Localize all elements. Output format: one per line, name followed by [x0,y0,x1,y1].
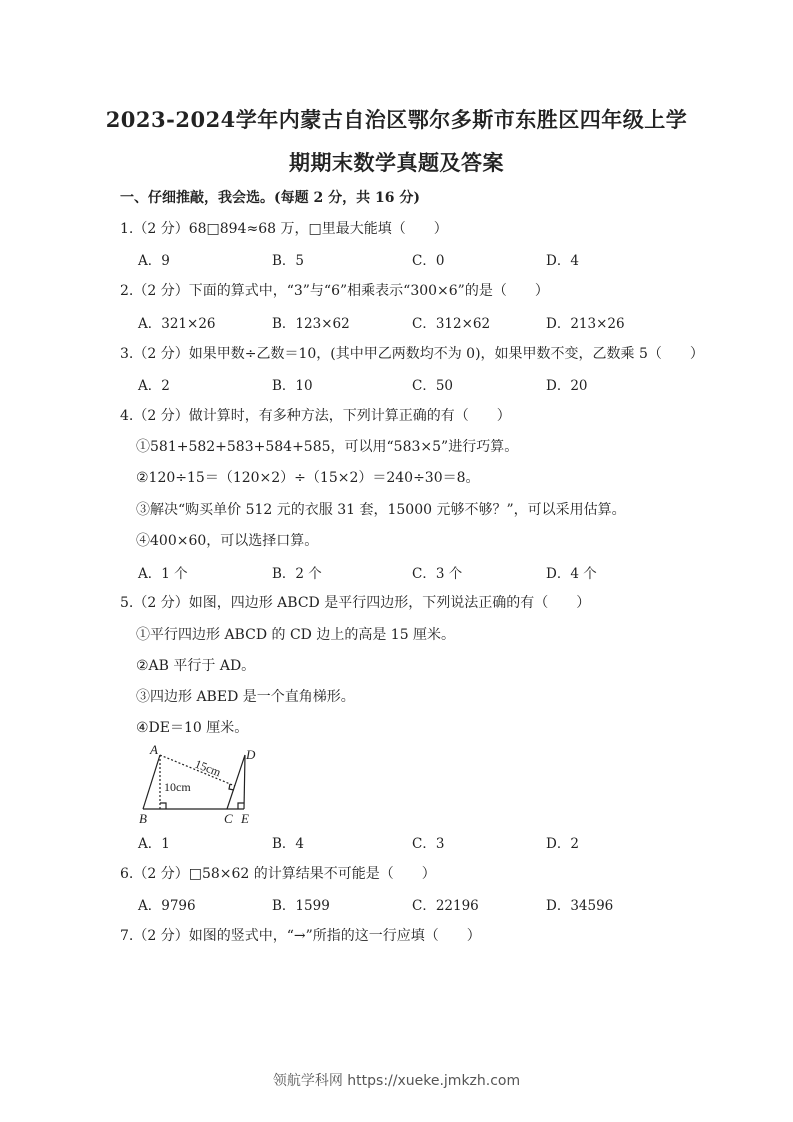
question-6: 6.（2 分）□58×62 的计算结果不可能是（ ） [120,866,436,882]
question-5-item-1: ①平行四边形 ABCD 的 CD 边上的高是 15 厘米。 [136,627,456,643]
title-line-2: 期期末数学真题及答案 [289,150,504,175]
question-4-item-2: ②120÷15＝（120×2）÷（15×2）＝240÷30＝8。 [136,470,480,486]
question-4-item-1: ①581+582+583+584+585，可以用“583×5”进行巧算。 [136,439,519,455]
edge-de [244,755,245,809]
section-heading: 一、仔细推敲，我会选。(每题 2 分，共 16 分) [120,190,420,206]
footer-watermark: 领航学科网 https://xueke.jmkzh.com [272,1073,521,1089]
option-a: A．9796 [138,898,196,914]
question-5-item-4: ④DE＝10 厘米。 [136,720,249,736]
question-4: 4.（2 分）做计算时，有多种方法，下列计算正确的有（ ） [120,408,511,424]
question-1-options [138,249,738,269]
question-4-item-4: ④400×60，可以选择口算。 [136,533,319,549]
option-a: A．2 [138,378,170,394]
option-b: B．123×62 [272,316,350,332]
question-3-options [138,374,738,394]
edge-cd [227,755,245,809]
option-b: B．10 [272,378,313,394]
option-b: B．5 [272,253,305,269]
option-c: C．3 个 [412,566,463,582]
option-a: A．9 [138,253,170,269]
option-d: D．2 [546,836,579,852]
label-a: A [150,742,158,757]
question-5: 5.（2 分）如图，四边形 ABCD 是平行四边形，下列说法正确的有（ ） [120,595,591,611]
question-2-options [138,312,738,332]
option-c: C．0 [412,253,445,269]
question-6-options [138,894,738,914]
question-3: 3.（2 分）如果甲数÷乙数＝10，(其中甲乙两数均不为 0)，如果甲数不变，乙数乘 5（ ） [120,346,704,362]
option-b: B．2 个 [272,566,322,582]
label-b: B [139,811,147,826]
option-b: B．1599 [272,898,330,914]
question-5-options [138,832,738,852]
parallelogram-figure [138,742,268,826]
question-5-item-3: ③四边形 ABED 是一个直角梯形。 [136,689,355,705]
label-c: C [224,811,233,826]
option-c: C．3 [412,836,445,852]
label-15cm: 15cm [192,756,223,780]
option-d: D．4 [546,253,579,269]
option-b: B．4 [272,836,305,852]
option-c: C．50 [412,378,454,394]
edge-ab [143,755,160,809]
question-5-item-2: ②AB 平行于 AD。 [136,658,256,674]
label-10cm: 10cm [164,780,191,794]
option-d: D．34596 [546,898,614,914]
question-4-options [138,562,738,582]
option-d: D．213×26 [546,316,625,332]
title-line-1: 2023-2024学年内蒙古自治区鄂尔多斯市东胜区四年级上学 [105,107,688,132]
right-angle-mark-3 [238,803,244,809]
option-a: A．1 [138,836,170,852]
question-4-item-3: ③解决“购买单价 512 元的衣服 31 套，15000 元够不够？”，可以采用估算。 [136,502,626,518]
option-a: A．321×26 [138,316,216,332]
question-7: 7.（2 分）如图的竖式中，“→”所指的这一行应填（ ） [120,928,481,944]
option-d: D．20 [546,378,588,394]
option-a: A．1 个 [138,566,188,582]
label-d: D [246,747,256,762]
option-c: C．22196 [412,898,479,914]
right-angle-mark [160,803,166,809]
question-2: 2.（2 分）下面的算式中，“3”与“6”相乘表示“300×6”的是（ ） [120,283,549,299]
label-e: E [241,811,249,826]
option-c: C．312×62 [412,316,491,332]
option-d: D．4 个 [546,566,597,582]
question-1: 1.（2 分）68□894≈68 万，□里最大能填（ ） [120,221,448,237]
